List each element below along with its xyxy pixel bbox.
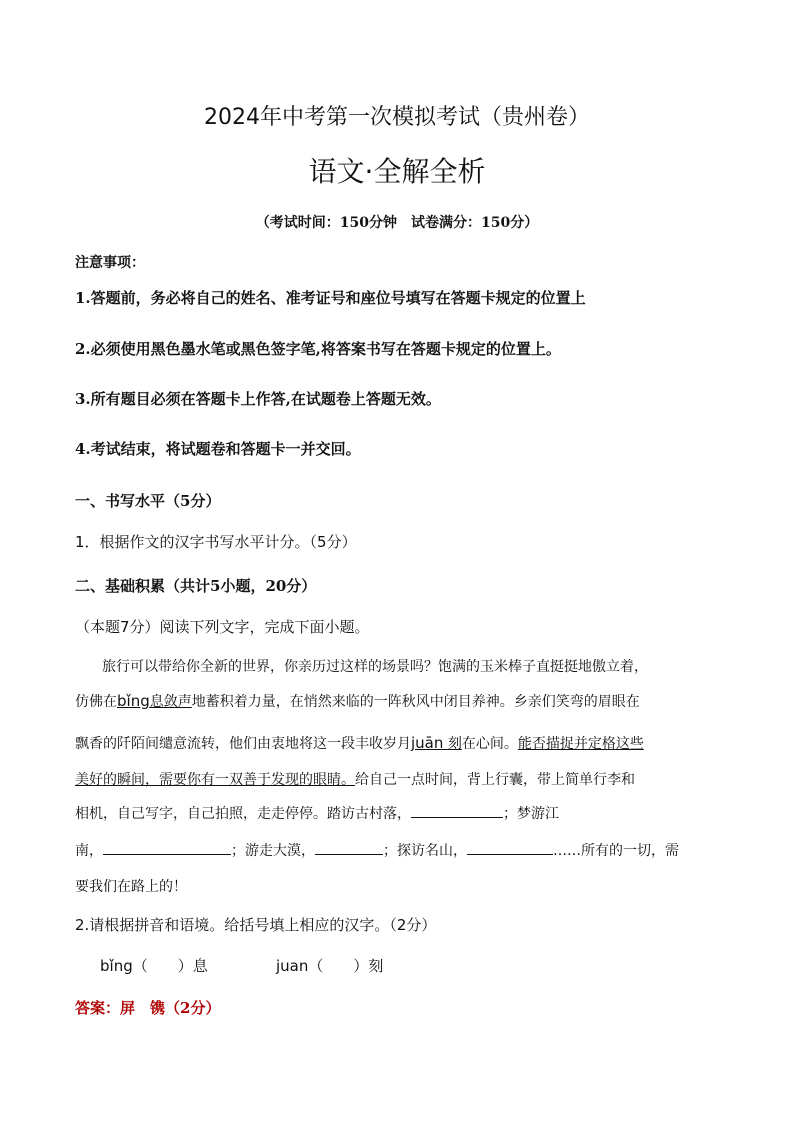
notice-item: 1.答题前，务必将自己的姓名、准考证号和座位号填写在答题卡规定的位置上 (75, 289, 586, 307)
pinyin-juan: juan (276, 957, 309, 975)
answer-paren[interactable]: （ ） (132, 957, 193, 975)
section-heading: 一、书写水平（5分） (75, 492, 221, 510)
passage-line: 要我们在路上的！ (75, 879, 187, 895)
answer-blank[interactable] (315, 840, 383, 855)
pinyin-bing: bǐng (117, 692, 150, 710)
question-2-item (276, 955, 383, 976)
passage-text: 在心间。 (461, 736, 518, 752)
passage-text: 相机，自己写字，自己拍照，走走停停。踏访古村落， (75, 806, 411, 822)
answer-blank[interactable] (411, 803, 503, 818)
passage-text: 息敛声 (149, 694, 192, 710)
question-2-item (100, 955, 208, 976)
passage-text: 地蓄积着力量，在悄然来临的一阵秋风中闭目养神。乡亲们笑弯的眉眼在 (191, 694, 640, 710)
question-2: 2.请根据拼音和语境。给括号填上相应的汉字。（2分） (75, 916, 437, 934)
question-1: 1．根据作文的汉字书写水平计分。（5分） (75, 533, 357, 551)
given-char: 刻 (368, 957, 384, 975)
exam-subtitle: 语文·全解全析 (308, 155, 486, 188)
underlined-phrase (117, 694, 192, 710)
pinyin-juan: juān (411, 734, 444, 752)
exam-info: （考试时间：150分钟 试卷满分：150分） (255, 215, 539, 231)
answer-blank[interactable] (103, 840, 231, 855)
passage-line: 旅行可以带给你全新的世界，你亲历过这样的场景吗？饱满的玉米棒子直挺挺地傲立着， (102, 659, 648, 675)
passage-text: 南， (75, 843, 103, 859)
passage-line (75, 733, 644, 753)
exam-title: 2024年中考第一次模拟考试（贵州卷） (204, 105, 590, 130)
answer-paren[interactable]: （ ） (308, 957, 369, 975)
passage-text: 飘香的阡陌间缱意流转，他们由衷地将这一段丰收岁月 (75, 736, 411, 752)
passage-text: ；探访名山， (383, 843, 467, 859)
passage-line (75, 691, 640, 711)
passage-line (75, 803, 559, 823)
passage-text: ；梦游江 (503, 806, 559, 822)
passage-line (75, 840, 679, 860)
passage-text: 给自己一点时间，背上行囊，带上简单行李和 (355, 772, 635, 788)
underlined-phrase (411, 736, 462, 752)
passage-text: ；游走大漠， (231, 843, 315, 859)
section-heading: 二、基础积累（共计5小题，20分） (75, 577, 317, 595)
underlined-sentence: 能否描捉并定格这些 (517, 736, 644, 752)
answer-blank[interactable] (467, 840, 553, 855)
reading-intro: （本题7分）阅读下列文字，完成下面小题。 (75, 618, 370, 636)
notice-item: 3.所有题目必须在答题卡上作答,在试题卷上答题无效。 (75, 390, 441, 408)
passage-text: ……所有的一切，需 (553, 843, 679, 859)
answer-text: 答案：屏 镌（2分） (75, 999, 221, 1017)
pinyin-bing: bǐng (100, 957, 133, 975)
notice-item: 4.考试结束，将试题卷和答题卡一并交回。 (75, 440, 361, 458)
notice-item: 2.必须使用黑色墨水笔或黑色签字笔,将答案书写在答题卡规定的位置上。 (75, 340, 561, 358)
notice-heading: 注意事项： (75, 255, 145, 271)
passage-line (75, 769, 635, 789)
underlined-sentence: 美好的瞬间，需要你有一双善于发现的眼睛。 (75, 772, 355, 788)
passage-text: 刻 (447, 736, 462, 752)
passage-text: 仿佛在 (75, 694, 117, 710)
given-char: 息 (192, 957, 208, 975)
